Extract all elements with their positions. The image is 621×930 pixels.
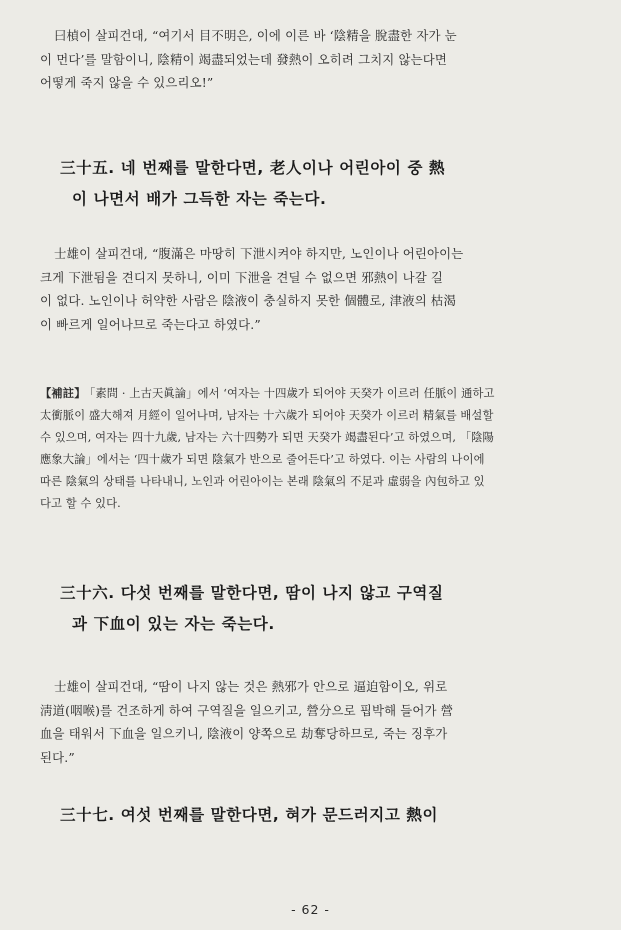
section-36-body [40, 675, 588, 769]
text-line: 크게 下泄됨을 견디지 못하니, 이미 下泄을 견딜 수 없으면 邪熱이 나갈 길 [40, 269, 444, 285]
heading-line: 과 下血이 있는 자는 죽는다. [72, 615, 275, 633]
note-line: 【補註】 「素問 · 上古天眞論」에서 ‘여자는 十四歲가 되어야 天癸가 이르러 任脈이 通하고 [40, 386, 495, 400]
text-line: 淸道(咽喉)를 건조하게 하여 구역질을 일으키고, 營分으로 핍박해 들어가 營 [40, 702, 454, 718]
note-tag: 【補註】 [40, 386, 86, 400]
section-35-body [40, 242, 588, 336]
text-line: 血을 태워서 下血을 일으키니, 陰液이 양쪽으로 劫奪당하므로, 죽는 징후가 [40, 726, 448, 742]
note-line: 太衝脈이 盛大해져 月經이 일어나며, 남자는 十六歲가 되어야 天癸가 이르러 精氣를 배설할 [40, 409, 494, 422]
section-35-note [40, 382, 588, 515]
note-line: 따른 陰氣의 상태를 나타내니, 노인과 어린아이는 본래 陰氣의 不足과 虛弱을 內包하고 있 [40, 475, 485, 488]
text-line: 이 먼다’를 말함이니, 陰精이 竭盡되었는데 發熱이 오히려 그치지 않는다면 [40, 51, 447, 67]
note-line: 다고 할 수 있다. [40, 497, 121, 510]
section-36-heading [60, 578, 580, 640]
text-line: 된다.” [40, 749, 75, 765]
text-line: 曰楨이 살피건대, “여기서 目不明은, 이에 이른 바 ‘陰精을 脫盡한 자가 눈 [54, 28, 457, 43]
text-line: 어떻게 죽지 않을 수 있으리오!” [40, 75, 214, 91]
heading-line: 三十七. 여섯 번째를 말한다면, 혀가 문드러지고 熱이 [60, 806, 439, 824]
section-37-heading [60, 800, 580, 831]
heading-line: 三十六. 다섯 번째를 말한다면, 땀이 나지 않고 구역질 [60, 584, 444, 602]
intro-paragraph [40, 24, 588, 95]
heading-line: 三十五. 네 번째를 말한다면, 老人이나 어린아이 중 熱 [60, 159, 446, 177]
note-line: 應象大論」에서는 ‘四十歲가 되면 陰氣가 반으로 줄어든다’고 하였다. 이는 사람의 나이에 [40, 453, 485, 466]
text-line: 이 빠르게 일어나므로 죽는다고 하였다.” [40, 316, 261, 332]
note-line: 수 있으며, 여자는 四十九歲, 남자는 六十四勢가 되면 天癸가 竭盡된다’고 하였으며, 「陰陽 [40, 431, 494, 444]
text-line: 士雄이 살피건대, “腹滿은 마땅히 下泄시켜야 하지만, 노인이나 어린아이는 [54, 246, 464, 261]
heading-line: 이 나면서 배가 그득한 자는 죽는다. [72, 190, 327, 208]
page-number: - 62 - [291, 902, 330, 917]
text-line: 士雄이 살피건대, “땀이 나지 않는 것은 熱邪가 안으로 逼迫함이오, 위로 [54, 679, 448, 694]
section-35-heading [60, 153, 580, 215]
text-line: 이 없다. 노인이나 허약한 사람은 陰液이 충실하지 못한 個體로, 津液의 枯渴 [40, 293, 457, 309]
